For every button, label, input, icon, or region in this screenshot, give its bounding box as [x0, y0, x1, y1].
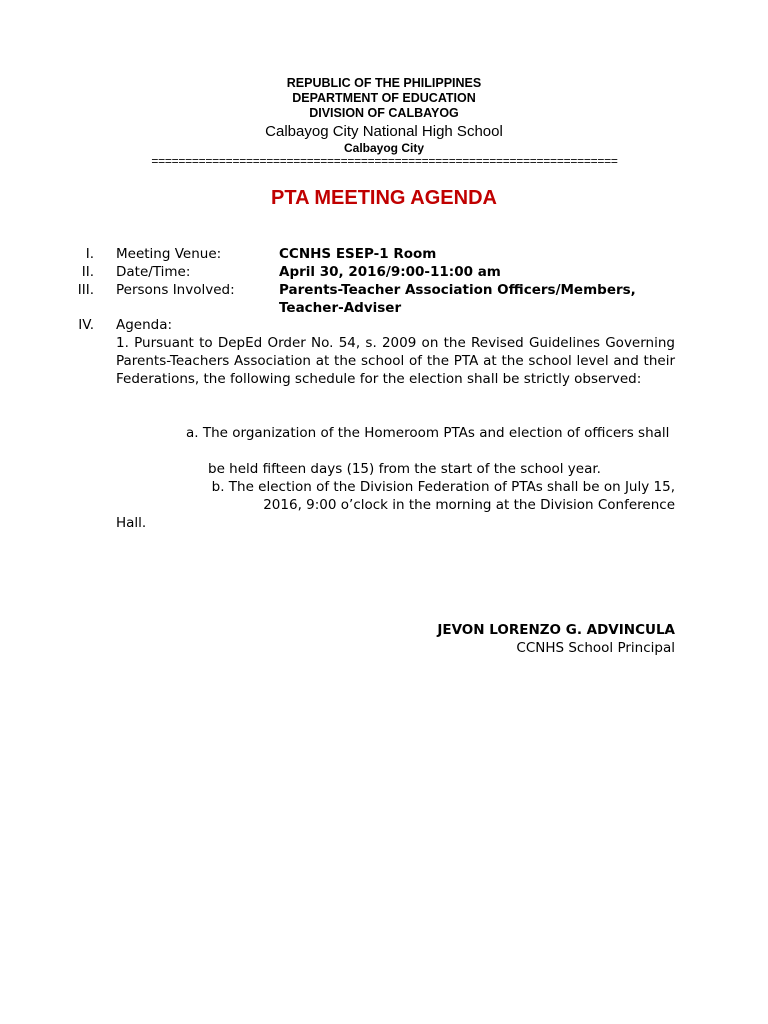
- letterhead-department: DEPARTMENT OF EDUCATION: [292, 91, 476, 105]
- agenda-item-b: b. The election of the Division Federation of PTAs shall be on July 15,: [211, 479, 675, 495]
- agenda-item-b-cont: 2016, 9:00 o’clock in the morning at the Division Conference: [263, 497, 675, 513]
- letterhead-city: Calbayog City: [343, 141, 424, 155]
- item-number-agenda: IV.: [78, 317, 94, 333]
- item-value-datetime: April 30, 2016/9:00-11:00 am: [279, 264, 501, 280]
- item-label-persons: Persons Involved:: [116, 282, 235, 298]
- agenda-item-a: a. The organization of the Homeroom PTAs and election of officers shall: [186, 425, 670, 441]
- signatory-position: CCNHS School Principal: [516, 640, 675, 656]
- item-label-agenda: Agenda:: [116, 317, 173, 333]
- item-number-venue: I.: [85, 246, 94, 262]
- item-number-persons: III.: [77, 282, 94, 298]
- agenda-item-b-end: Hall.: [116, 515, 147, 531]
- agenda-item-a-cont: be held fifteen days (15) from the start of the school year.: [208, 461, 601, 477]
- item-label-datetime: Date/Time:: [116, 264, 191, 280]
- signatory-name: JEVON LORENZO G. ADVINCULA: [437, 622, 675, 638]
- item-value-venue: CCNHS ESEP-1 Room: [279, 246, 437, 262]
- item-label-venue: Meeting Venue:: [116, 246, 222, 262]
- document-title: PTA MEETING AGENDA: [271, 187, 497, 209]
- letterhead-division: DIVISION OF CALBAYOG: [309, 106, 459, 120]
- letterhead-divider: =====================================================================: [151, 154, 618, 168]
- item-number-datetime: II.: [81, 264, 94, 280]
- letterhead-school-name: Calbayog City National High School: [265, 123, 503, 140]
- agenda-paragraph-1: 1. Pursuant to DepEd Order No. 54, s. 2009 on the Revised Guidelines Governing Parents-Teachers Association at the school of the PTA at the school level and their Federations, the following schedule for the election shall be strictly observed:: [116, 335, 675, 387]
- item-value-persons-cont: Teacher-Adviser: [279, 300, 402, 316]
- letterhead-republic: REPUBLIC OF THE PHILIPPINES: [286, 76, 482, 90]
- item-value-persons: Parents-Teacher Association Officers/Members,: [279, 282, 636, 298]
